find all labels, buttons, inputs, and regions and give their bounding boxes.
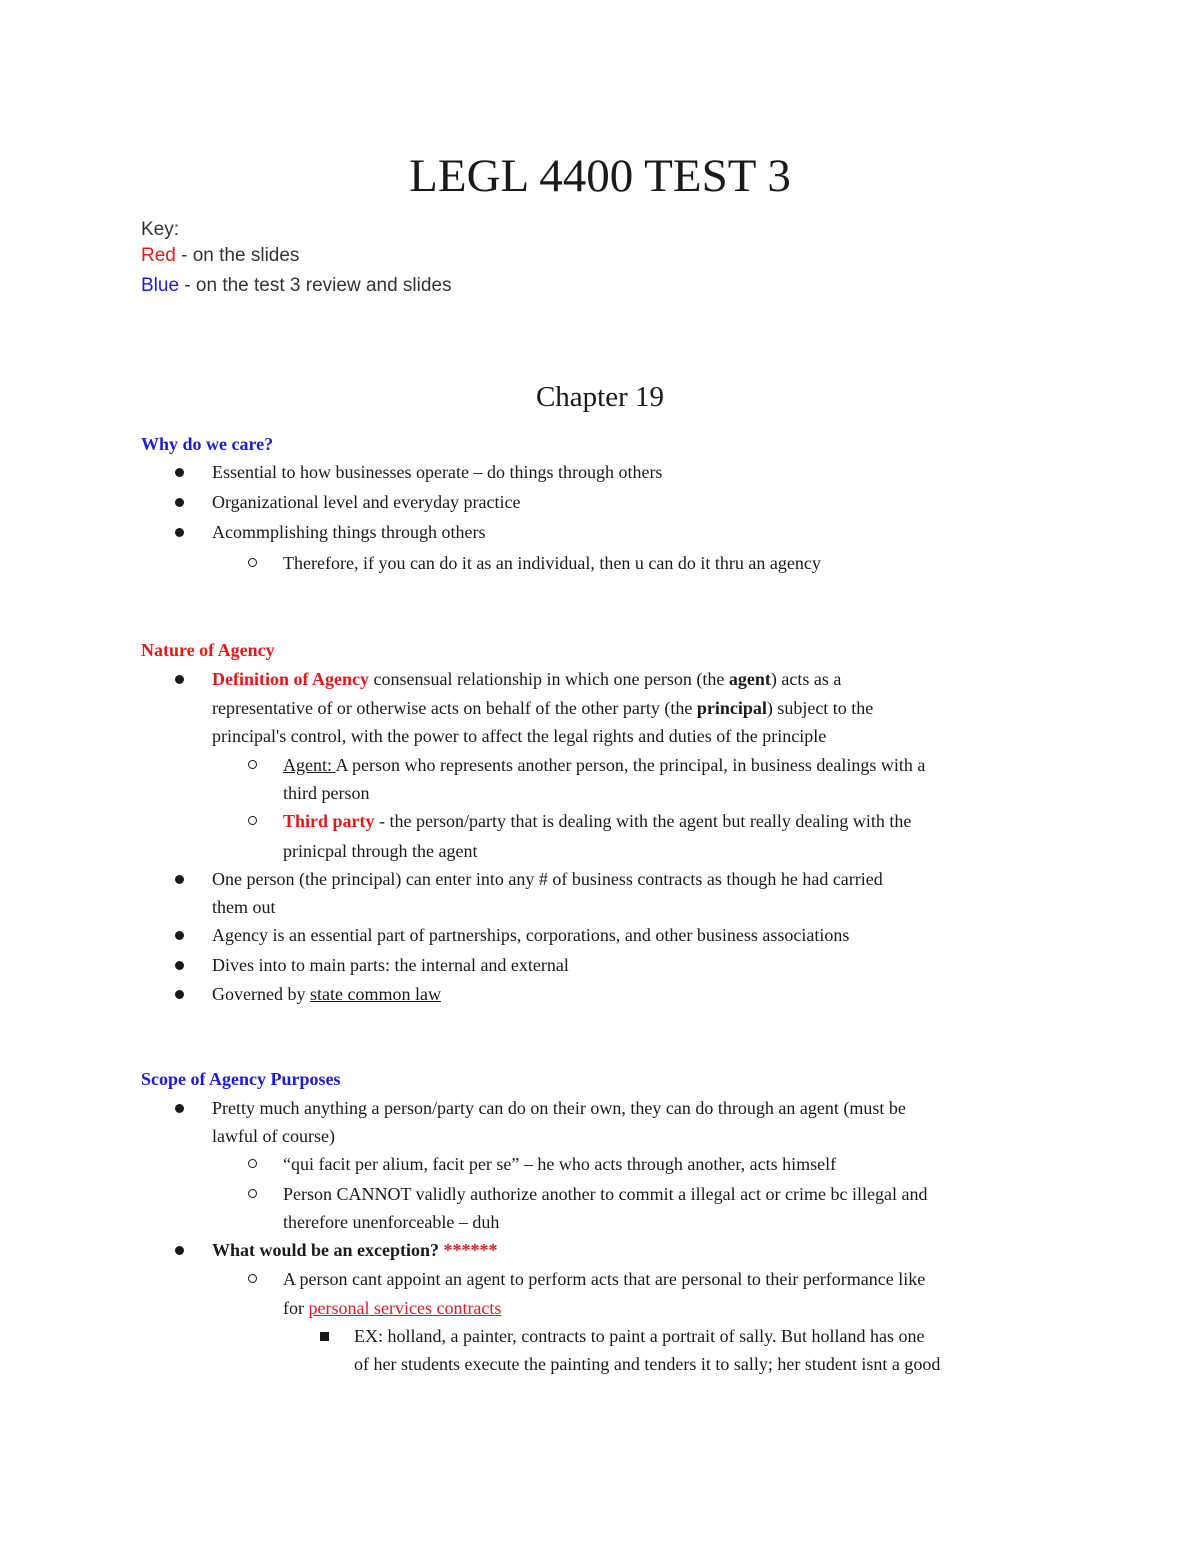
underlined-red-term: personal services contracts (308, 1298, 502, 1318)
key-blue-word: Blue (141, 275, 180, 296)
list-item: Dives into to main parts: the internal and external (212, 955, 569, 975)
text-run: - the person/party that is dealing with the agent but really dealing with the (374, 811, 912, 831)
agent-label: Agent: (283, 755, 336, 775)
list-item-continuation: of her students execute the painting and tenders it to sally; her student isnt a good (354, 1354, 941, 1374)
list-item: “qui facit per alium, facit per se” – he who acts through another, acts himself (283, 1154, 837, 1174)
bullet-disc-icon (175, 528, 184, 537)
list-item: Therefore, if you can do it as an individual, then u can do it thru an agency (283, 553, 821, 573)
bold-term: agent (728, 669, 771, 689)
document-title: LEGL 4400 TEST 3 (409, 150, 791, 202)
section-heading-scope: Scope of Agency Purposes (141, 1069, 341, 1089)
section-heading-nature: Nature of Agency (141, 640, 275, 660)
key-blue-line (141, 274, 452, 298)
key-red-word: Red (141, 245, 176, 266)
list-item-continuation: them out (212, 897, 276, 917)
bullet-circle-icon (248, 760, 257, 769)
list-item: One person (the principal) can enter into any # of business contracts as though he had carried (212, 869, 883, 889)
list-item: Organizational level and everyday practice (212, 492, 521, 512)
key-red-line (141, 244, 299, 268)
exception-stars: ****** (439, 1240, 498, 1260)
bullet-circle-icon (248, 558, 257, 567)
key-label: Key: (141, 219, 180, 240)
bold-term: principal (696, 698, 767, 718)
bullet-disc-icon (175, 498, 184, 507)
list-item (283, 809, 911, 833)
bullet-square-icon (320, 1332, 329, 1341)
text-run: for (283, 1298, 309, 1318)
text-run: ) acts as a (770, 669, 842, 689)
text-run: ) subject to the (766, 698, 874, 718)
list-item: A person cant appoint an agent to perform acts that are personal to their performance like (283, 1269, 926, 1289)
bullet-disc-icon (175, 675, 184, 684)
third-party-label: Third party (283, 811, 375, 831)
list-item: EX: holland, a painter, contracts to paint a portrait of sally. But holland has one (354, 1326, 925, 1346)
bullet-circle-icon (248, 816, 257, 825)
list-item: Essential to how businesses operate – do things through others (212, 462, 663, 482)
list-item-continuation: lawful of course) (212, 1126, 335, 1146)
text-run: A person who represents another person, the principal, in business dealings with a (335, 755, 926, 775)
underlined-term: state common law (309, 984, 441, 1004)
list-item: Pretty much anything a person/party can do on their own, they can do through an agent (must be (212, 1098, 906, 1118)
list-item: Agency is an essential part of partnerships, corporations, and other business associations (212, 925, 850, 945)
bullet-disc-icon (175, 931, 184, 940)
list-item-continuation: third person (283, 783, 370, 803)
list-item (212, 982, 441, 1006)
list-item (212, 1238, 498, 1262)
list-item-continuation: prinicpal through the agent (283, 841, 478, 861)
bullet-disc-icon (175, 468, 184, 477)
text-run: Governed by (212, 984, 310, 1004)
bullet-disc-icon (175, 875, 184, 884)
chapter-title: Chapter 19 (535, 381, 665, 413)
section-heading-why: Why do we care? (141, 434, 274, 454)
list-item: Person CANNOT validly authorize another to commit a illegal act or crime bc illegal and (283, 1184, 928, 1204)
list-item-continuation (212, 696, 873, 720)
bullet-disc-icon (175, 1104, 184, 1113)
bullet-disc-icon (175, 990, 184, 999)
list-item-continuation: principal's control, with the power to affect the legal rights and duties of the principle (212, 726, 827, 746)
list-item (212, 667, 841, 691)
list-item (283, 753, 925, 777)
bullet-disc-icon (175, 961, 184, 970)
bullet-disc-icon (175, 1246, 184, 1255)
key-red-text: - on the slides (175, 245, 300, 266)
definition-label: Definition of Agency (212, 669, 369, 689)
key-blue-text: - on the test 3 review and slides (179, 275, 452, 296)
bullet-circle-icon (248, 1274, 257, 1283)
text-run: consensual relationship in which one person (the (369, 669, 729, 689)
list-item-continuation (283, 1296, 501, 1320)
text-run: representative of or otherwise acts on behalf of the other party (the (212, 698, 697, 718)
bullet-circle-icon (248, 1189, 257, 1198)
list-item: Acommplishing things through others (212, 522, 486, 542)
exception-question: What would be an exception? (212, 1240, 440, 1260)
bullet-circle-icon (248, 1159, 257, 1168)
list-item-continuation: therefore unenforceable – duh (283, 1212, 500, 1232)
